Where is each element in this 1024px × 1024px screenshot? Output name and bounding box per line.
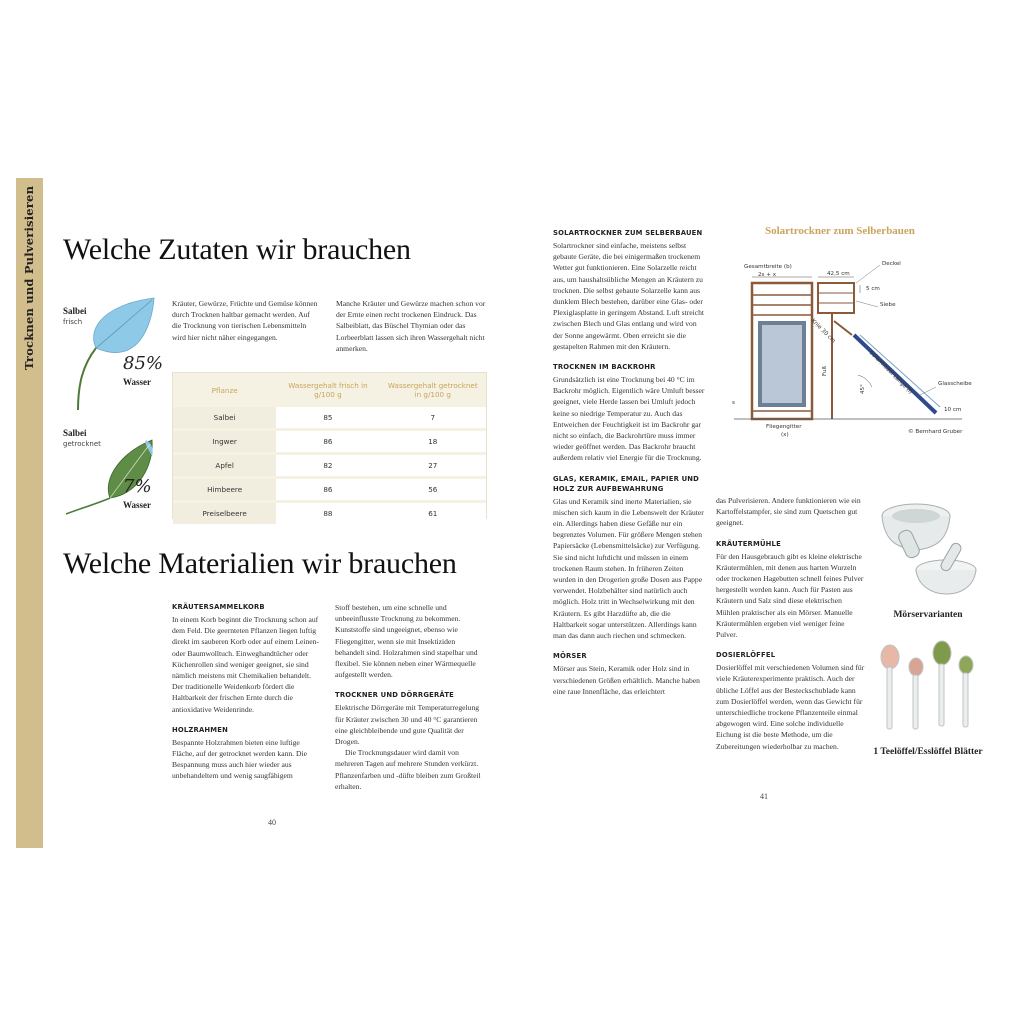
label-formula: 2s + x — [758, 272, 777, 278]
intro-col1 — [172, 298, 318, 343]
table-cell: Preiselbeere — [173, 503, 276, 524]
table-cell: Apfel — [173, 455, 276, 476]
table-cell: 56 — [380, 479, 486, 500]
leaf1-state: frisch — [63, 318, 83, 326]
table-cell: Ingwer — [173, 431, 276, 452]
caption-loeffel: 1 Teelöffel/Esslöffel Blätter — [873, 747, 983, 757]
text-trocknungsdauer: Die Trocknungsdauer wird damit von mehreren Tagen auf mehrere Stunden verkürzt. Pflanzenfarben und -düfte bleiben zum Großteil erhalten. — [335, 748, 481, 791]
text-solartrockner: Solartrockner sind einfache, meistens selbst gebaute Geräte, die bei einigermaßen trockenem Wetter gut funktionieren. Eine Solarzelle reicht aus, um haushaltsübliche Mengen an Kräutern zu trocknen. Die selbst gebaute Solarzelle kann aus dunklem Blech bestehen, darüber eine Glas- oder Plexiglasplatte in geringem Abstand. Luft streicht zwischen Blech und Glas entlang und wird von der Sonne angewärmt. Oben erreicht sie die gestapelten Rahmen mit den Kräutern. — [553, 241, 704, 351]
diagram-title: Solartrockner zum Selberbauen — [765, 225, 915, 237]
label-fliegengitter: Fliegengitter — [766, 424, 802, 430]
right-col-b — [716, 495, 866, 752]
text-moerser: Mörser aus Stein, Keramik oder Holz sind in verschiedenen Größen erhältlich. Manche haben eine raue Innenfläche, das erleichtert — [553, 664, 700, 696]
table-cell: Salbei — [173, 407, 276, 428]
water-content-table — [172, 372, 487, 519]
intro-col2-text: Manche Kräuter und Gewürze machen schon vor der Ernte einen recht trockenen Eindruck. Das Salbeiblatt, das Büschel Thymian oder das Lorbeerblatt lassen sich ihren Wassergehalt nicht anmerken. — [336, 299, 486, 353]
label-knie: Knie 30 cm — [809, 318, 837, 345]
text-holzrahmen-cont: Stoff bestehen, um eine schnelle und unbeeinflusste Trocknung zu bekommen. Kunststoffe sind ungeeignet, ebenso wie Fliegengitter, wenn sie mit Insektiziden behandelt sind. Holzrahmen sind stapelbar und flexibel. Sie können neben einer Wärmequelle aufgestellt werden. — [335, 603, 478, 680]
page-number-right: 41 — [760, 792, 768, 801]
label-10cm: 10 cm — [944, 407, 962, 413]
table-row — [173, 407, 486, 428]
caption-moerservarianten: Mörservarianten — [893, 610, 963, 620]
text-aufbewahrung: Glas und Keramik sind inerte Materialien, sie mischen sich kaum in die Lebenswelt der Kräuter ein. Allerdings haben diese Gefäße nur ein begrenztes Volumen. Für größere Mengen stehen Papiersäcke (Lebensmittelsäcke) zur Verfügung. Sie sind nicht luftdicht und müssen in einem trockenen Raum stehen. In früheren Zeiten wurden in den Drogerien große Dosen aus Pappe verwendet. Holzbehälter sind natürlich auch möglich. Holz tritt in Wechselwirkung mit den Kräutern. Es gibt Harzdüfte ab, die die Haltbarkeit sogar unterstützen. Allerdings kann man das dann auch riechen und schmecken. — [553, 496, 704, 641]
intro-col2 — [336, 298, 486, 354]
table-row — [173, 431, 486, 452]
leaf2-percent: 7% — [123, 476, 152, 497]
table-cell: 27 — [380, 455, 486, 476]
text-holzrahmen: Bespannte Holzrahmen bieten eine luftige Fläche, auf der getrocknet werden kann. Die Bespannung muss auch hier wieder aus unbehandeltem und wenig saugfähigem — [172, 737, 307, 781]
label-fuss: Fuß — [822, 366, 828, 376]
table-row — [173, 455, 486, 476]
text-backrohr: Grundsätzlich ist eine Trocknung bei 40 °C im Backrohr möglich. Eigentlich wäre Umluft besser geeignet, viele Herde lassen bei Umluft jedoch keine so niedrige Temperatur zu. Auch das Entweichen der Feuchtigkeit ist im Backrohr gar nicht so einfach, die Backrohrtüre muss immer wieder geöffnet werden. Das Backrohr braucht außerdem relativ viel Energie für die Trocknung. — [553, 375, 705, 463]
heading-holzrahmen: HOLZRAHMEN — [172, 725, 229, 734]
text-kraeutermuehle: Für den Hausgebrauch gibt es kleine elektrische Kräutermühlen, mit denen aus harten Wurzeln oder trockenen Hagebutten schnell feines Pulver hergestellt werden kann. Auch für Pasten aus Kräutern und Salz sind diese elektrischen Mühlen praktischer als ein Mörser. Manuelle Kräutermühlen ergeben viel weniger feine Pulver. — [716, 551, 864, 640]
heading-trockner: TROCKNER UND DÖRRGERÄTE — [335, 691, 455, 700]
title-materialien: Welche Materialien wir brauchen — [63, 547, 457, 580]
leaf1-label: Wasser — [123, 377, 151, 387]
label-width-42: 42,5 cm — [827, 271, 850, 277]
text-moerser-cont: das Pulverisieren. Andere funktionieren wie ein Kartoffelstampfer, sie sind zum Quetschen gut geeignet. — [716, 496, 861, 528]
intro-col1-text: Kräuter, Gewürze, Früchte und Gemüse können durch Trocknen haltbar gemacht werden. Auf die Trocknung von tierischen Lebensmitteln wird hier nicht näher eingegangen. — [172, 299, 318, 342]
table-cell: 7 — [380, 407, 486, 428]
table-header: Pflanze — [211, 385, 238, 395]
solar-dryer-diagram — [730, 255, 980, 445]
leaf2-state: getrocknet — [63, 440, 101, 448]
measuring-spoons-icon — [876, 635, 980, 735]
table-cell: 88 — [276, 503, 379, 524]
table-cell: 86 — [276, 431, 379, 452]
label-copyright: © Bernhard Gruber — [908, 429, 963, 435]
materials-col1 — [172, 602, 320, 782]
label-glasscheibe: Glasscheibe — [938, 381, 972, 387]
mortar-icon — [876, 494, 980, 598]
table-row — [173, 503, 486, 524]
table-header-row — [173, 376, 486, 404]
leaf2-label: Wasser — [123, 500, 151, 510]
side-tab — [16, 178, 43, 848]
heading-moerser: MÖRSER — [553, 652, 587, 661]
side-tab-label: Trocknen und Pulverisieren — [22, 185, 36, 371]
heading-backrohr: TROCKNEN IM BACKROHR — [553, 363, 656, 372]
materials-col2 — [335, 602, 483, 792]
table-cell: Himbeere — [173, 479, 276, 500]
text-trockner: Elektrische Dörrgeräte mit Temperaturregelung für Kräuter zwischen 30 und 40 °C garantieren eine gleichbleibende und gute Qualität der Drogen. — [335, 703, 480, 747]
table-cell: 86 — [276, 479, 379, 500]
label-siebe: Siebe — [880, 302, 896, 308]
label-solarmodul: Solarmodul Länge (l) — [867, 350, 914, 396]
label-angle: 45° — [860, 384, 866, 394]
table-cell: 18 — [380, 431, 486, 452]
heading-dosierloeffel: DOSIERLÖFFEL — [716, 651, 776, 660]
table-header: Wassergehalt frisch in g/100 g — [288, 381, 368, 399]
label-s: s — [732, 400, 735, 406]
label-deckel: Deckel — [882, 261, 901, 267]
table-header: Wassergehalt getrocknet in g/100 g — [387, 381, 478, 399]
table-row — [173, 479, 486, 500]
table-cell: 82 — [276, 455, 379, 476]
leaf1-percent: 85% — [123, 353, 164, 374]
water-table — [173, 373, 486, 527]
heading-aufbewahrung: GLAS, KERAMIK, EMAIL, PAPIER UND HOLZ ZUR AUFBEWAHRUNG — [553, 474, 700, 493]
heading-kraeutersammelkorb: KRÄUTERSAMMELKORB — [172, 603, 265, 611]
text-dosierloeffel: Dosierlöffel mit verschiedenen Volumen sind für viele Kräuterexperimente praktisch. Auch der übliche Löffel aus der Besteckschublade kann zum Dosierlöffel werden, wenn das Gewicht für unterschiedliche trockene Pflanzenteile einmal abgewogen wird. Eine solche individuelle Eichung ist die beste Methode, um die Zubereitungen wiederholbar zu machen. — [716, 663, 865, 751]
right-col-a — [553, 228, 705, 697]
heading-kraeutermuehle: KRÄUTERMÜHLE — [716, 539, 781, 548]
leaf2-name: Salbei — [63, 428, 87, 438]
label-5cm: 5 cm — [866, 286, 880, 292]
leaf1-name: Salbei — [63, 306, 87, 316]
text-kraeutersammelkorb: In einem Korb beginnt die Trocknung schon auf dem Feld. Die geernteten Pflanzen liegen luftig direkt im sauberen Korb oder auf einem Leinen- oder Baumwolltuch. Einweghandtücher oder Küchenrollen sind weniger geeignet, sie sind nämlich meistens mit Chemikalien behandelt. Der traditionelle Weidenkorb fördert die Haltbarkeit der frischen Ernte durch die antioxidative Weidenrinde. — [172, 615, 319, 714]
title-zutaten: Welche Zutaten wir brauchen — [63, 233, 411, 266]
table-cell: 85 — [276, 407, 379, 428]
table-cell: 61 — [380, 503, 486, 524]
label-gesamtbreite: Gesamtbreite (b) — [744, 264, 792, 270]
page-number-left: 40 — [268, 818, 276, 827]
label-x: (x) — [781, 432, 789, 438]
heading-solartrockner: SOLARTROCKNER ZUM SELBERBAUEN — [553, 229, 703, 237]
